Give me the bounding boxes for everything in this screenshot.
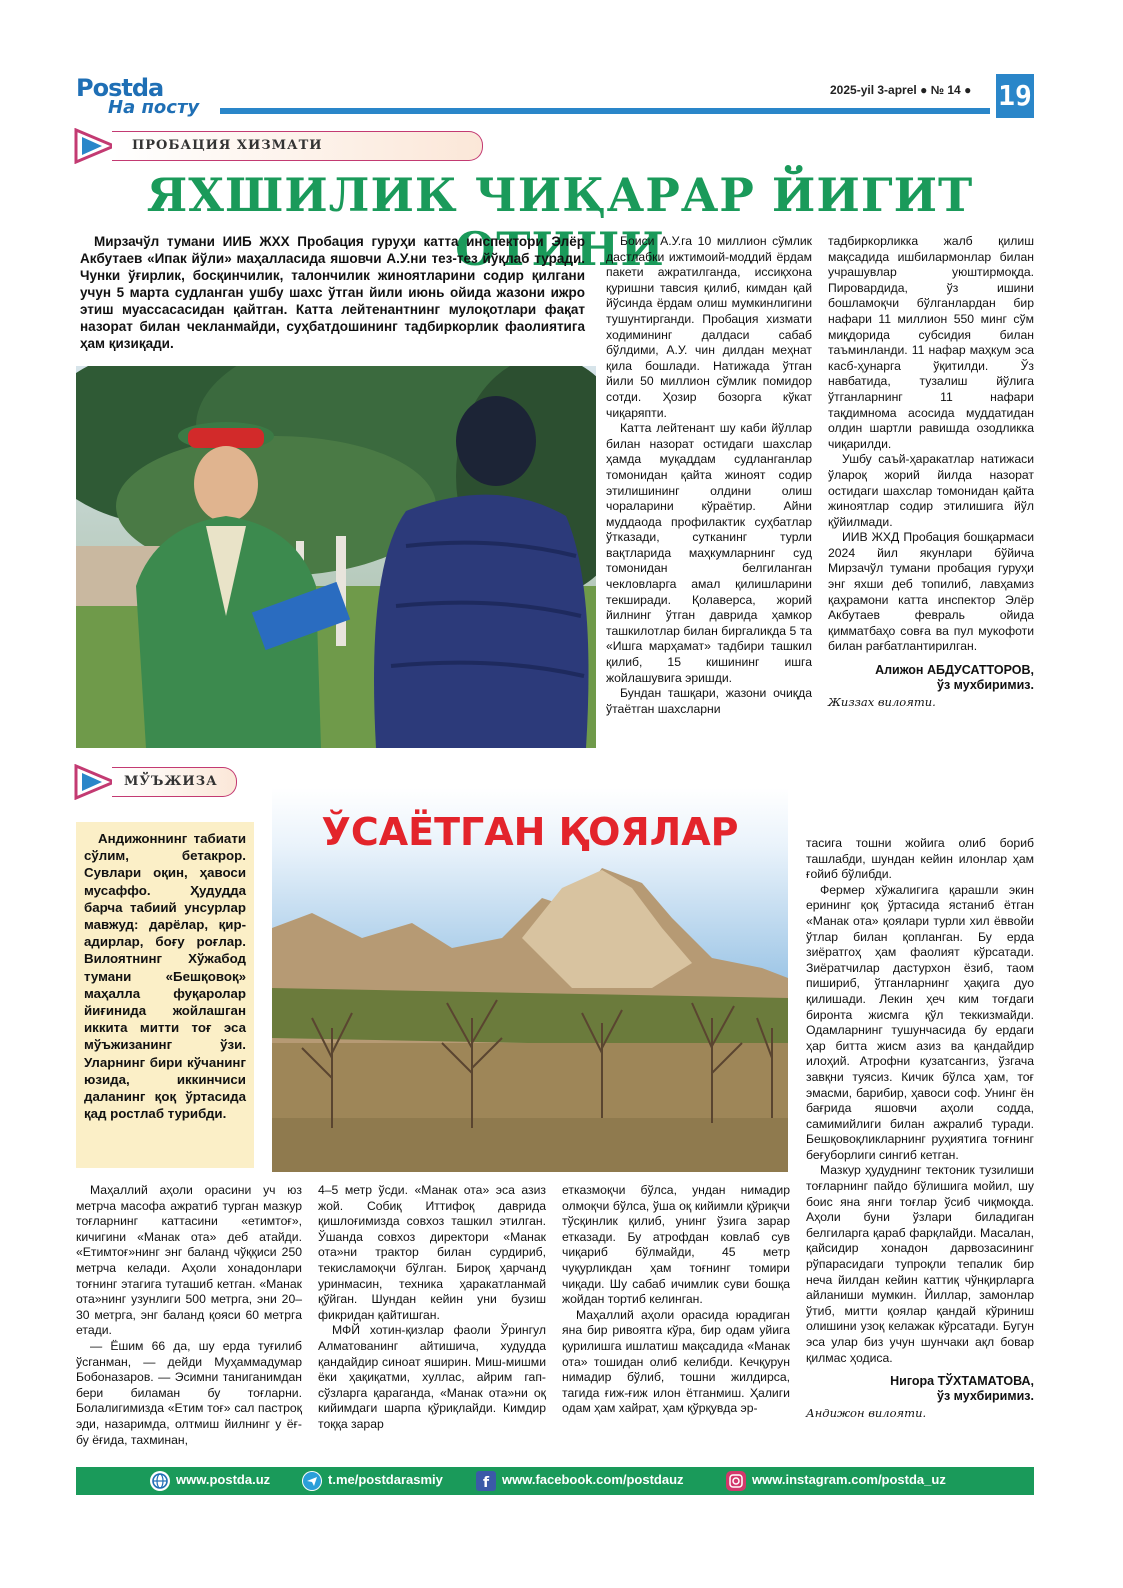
paragraph: Мазкур ҳудуднинг тектоник тузилиши тоғларнинг пайдо бўлишига мойил, шу боис яна янги тоғлар ўсиб чиқмоқда. Аҳоли буни ўзлари биладиган белгиларга қараб фарқлайди. Масалан, қайсидир хонадон дарвозасининг рўпарасидаги тупроқли тепалик бир неча йилдан кейин каттиқ чўнқирларга айланиши мумкин. Йиллар, замонлар ўтиб, митти қоялар қандай кўриниш олишини узоқ келажак кўрсатади. Бугун эса улар биз учун шунчаки ақл бовар қилмас ҳодиса. bbox=[806, 1163, 1034, 1365]
author-name: Алижон АБДУСАТТОРОВ, bbox=[875, 663, 1034, 678]
photo-officer-and-man bbox=[76, 366, 596, 748]
paragraph: етказмоқчи бўлса, ундан нимадир олмоқчи бўлса, ўша оқ кийимли қўриқчи тўсқинлик қилиб, унинг ўзига зарар етказади. Бу атрофдан ковлаб сув чиқариб бўлмайди, 45 метр чуқурликдан ҳам тоғнинг томири чиқади. Шу сабаб ичимлик суви бошқа жойдан тортиб келинган. bbox=[562, 1183, 790, 1307]
article1-column-2 bbox=[606, 234, 812, 717]
paragraph: Ушбу саъй-ҳаракатлар натижаси ўлароқ жорий йилда назорат остидаги шахслар томонидан қайта жиноятлар содир этилишига йўл қўйилмади. bbox=[828, 452, 1034, 529]
footer-website-link[interactable]: www.postda.uz bbox=[176, 1472, 271, 1487]
article1-lead: Мирзачўл тумани ИИБ ЖХХ Пробация гуруҳи катта инспектори Элёр Акбутаев «Ипак йўли» маҳалласида яшовчи А.У.ни тез-тез йўқлаб туради. Чунки ўғирлик, босқинчилик, талончилик жиноятларини содир қилгани учун 5 марта судланган ушбу шахс ўтган йили июнь ойида жазони ижро этиш муассасасидан қайтган. Катта лейтенантнинг мулоқотлари фақат назорат билан чекланмайди, суҳбатдошининг тадбиркорлик фаолиятига ҳам қизиқади. bbox=[80, 234, 585, 351]
rubric-label: ПРОБАЦИЯ ХИЗМАТИ bbox=[132, 138, 323, 153]
article2-column-4 bbox=[806, 836, 1034, 1422]
paragraph: Маҳаллий аҳоли орасида юрадиган яна бир ривоятга кўра, бир одам уйига қурилишга ишлатиш мақсадида «Манак ота» тошидан олиб келибди. Кечқурун нимадир бўлиб, тошни жилдирса, тагида ғиж-ғиж илон ётганмиш. Ҳалиги одам ҳам хайрат, ҳам қўрқувда эр- bbox=[562, 1307, 790, 1416]
article2-region: Андижон вилояти. bbox=[806, 1406, 927, 1421]
author-role: ўз мухбиримиз. bbox=[937, 678, 1034, 693]
telegram-icon bbox=[302, 1471, 322, 1491]
paragraph: Катта лейтенант шу каби йўллар билан назорат остидаги шахслар ҳамда муқаддам судланганлар томонидан қайта жиноят содир этилишининг олдини олиш чораларини кўраётир. Айни муддаода профилактик суҳбатлар ўтказади, сутканинг турли вақтларида маҳкумларнинг суд томонидан белгиланган чекловларга амал қилишларини текширади. Қолаверса, жорий йилнинг ўтган даврида ҳамкор ташкилотлар билан биргаликда 5 та «Ишга марҳамат» тадбири ташкил қилиб, 15 кишининг ишга жойлашувига эришди. bbox=[606, 421, 812, 685]
rubric-probation bbox=[112, 131, 483, 161]
footer-facebook-link[interactable]: www.facebook.com/postdauz bbox=[502, 1472, 684, 1487]
article2-column-3 bbox=[562, 1183, 790, 1417]
facebook-icon bbox=[476, 1471, 496, 1491]
masthead-rule bbox=[220, 108, 990, 114]
paragraph: МФЙ хотин-қизлар фаоли Ўрингул Алматованинг айтишича, худудда қандайдир синоат яширин. Миш-мишми ёки ҳақиқатми, хуллас, айрим гап-сўзларга қараганда, «Манак ота»ни оқ кийимдаги шарпа қўриқлайди. Кимдир тоққа зарар bbox=[318, 1323, 546, 1431]
article2-title: ЎСАЁТГАН ҚОЯЛАР bbox=[321, 810, 739, 854]
paragraph: 4–5 метр ўсди. «Манак ота» эса азиз жой. Собиқ Иттифоқ даврида қишлоғимизда совхоз ташкил этилган. Ўшанда совхоз директори «Манак ота»ни трактор билан сурдириб, текисламоқчи бўлган. Бироқ ҳарчанд уринмасин, техника ҳаракатланмай қўйган. Шундан кейин уни бузиш фикридан қайтишган. bbox=[318, 1183, 546, 1322]
svg-text:f: f bbox=[483, 1475, 490, 1491]
article2-column-1 bbox=[76, 1183, 302, 1448]
paragraph: тасига тошни жойига олиб бориб ташлабди, шундан кейин илонлар ҳам ғойиб бўлибди. bbox=[806, 836, 1034, 882]
article2-column-2 bbox=[318, 1183, 546, 1433]
issue-number: № 14 bbox=[930, 83, 961, 97]
paragraph: — Ёшим 66 да, шу ерда туғилиб ўсганман, — дейди Муҳаммадумар Бобоназаров. — Эсимни таниганимдан бери биламан бу тоғларни. Болалигимизда «Етим тоғ» сал пастроқ эди, назаримда, олтмиш йилнинг у ёғ-бу ёғида, тахминан, bbox=[76, 1338, 302, 1447]
paragraph: Бундан ташқари, жазони очиқда ўтаётган шахсларни bbox=[606, 686, 812, 716]
article1-title: ЯХШИЛИК ЧИҚАРАР ЙИГИТ ОТИНИ bbox=[146, 168, 974, 276]
rubric-label: МЎЪЖИЗА bbox=[124, 774, 218, 789]
dot-separator: ● bbox=[964, 83, 972, 97]
globe-icon bbox=[150, 1471, 170, 1491]
paragraph: Фермер хўжалигига қарашли экин ерининг қоқ ўртасида ястаниб ётган «Манак ота» қоялари турли хил ёввойи ўтлар билан қопланган. Бу ерда зиёратгоҳ ҳам фаолият кўрсатади. Зиёратчилар дастурхон ёзиб, таом пишириб, ўтганларнинг ҳақига дуо қилишади. Лекин ҳеч ким тоғдаги биронта жисмга қўл теккизмайди. Одамларнинг тушунчасида бу ердаги ҳар битта жисм азиз ва қандайдир илоҳий. Атрофни кузатсангиз, ўзгача завқни туясиз. Кичик бўлса ҳам, тоғ эмасми, барибир, ҳавоси соф. Унинг ён бағрида яшовчи аҳоли содда, самимийлиги билан ажралиб туради. Бешқовоқликларнинг руҳиятига тоғнинг беғуборлиги сингиб кетган. bbox=[806, 882, 1034, 1162]
issue-date: 2025-yil 3-aprel bbox=[830, 83, 917, 97]
instagram-icon bbox=[726, 1471, 746, 1491]
page-number: 19 bbox=[996, 74, 1034, 118]
article1-column-3 bbox=[828, 234, 1034, 711]
footer-telegram-link[interactable]: t.me/postdarasmiy bbox=[328, 1472, 443, 1487]
issue-meta bbox=[830, 83, 971, 97]
article2-intro-box: Андижоннинг табиати сўлим, бетакрор. Сувлари оқин, ҳавоси мусаффо. Ҳудудда барча табиий унсурлар мавжуд: дарёлар, қир-адирлар, боғу роғлар. Вилоятнинг Хўжабод тумани «Бешқовоқ» маҳалла фуқаролар йиғинида жойлашган иккита митти тоғ эса мўъжизанинг ўзи. Уларнинг бири кўчанинг юзида, иккинчиси даланинг қоқ ўртасида қад ростлаб турибди. bbox=[76, 822, 254, 1168]
rubric-wonder bbox=[112, 767, 237, 797]
logo-na-postu: На посту bbox=[108, 97, 200, 118]
footer-instagram-link[interactable]: www.instagram.com/postda_uz bbox=[752, 1472, 946, 1487]
author-name: Нигора ТЎХТАМАТОВА, bbox=[890, 1374, 1034, 1389]
article2-author bbox=[806, 1374, 1034, 1404]
article1-author bbox=[828, 663, 1034, 693]
logo-postda: Postda bbox=[76, 74, 164, 102]
footer-bar bbox=[76, 1467, 1034, 1495]
author-role: ўз мухбиримиз. bbox=[937, 1389, 1034, 1404]
dot-separator: ● bbox=[920, 83, 931, 97]
paragraph: ИИВ ЖХД Пробация бошқармаси 2024 йил якунлари бўйича Мирзачўл тумани пробация гуруҳи энг яхши деб топилиб, лавҳамиз қаҳрамони катта инспектор Элёр Акбутаев феврaль ойида қимматбаҳо совға ва пул мукофоти билан рағбатлантирилган. bbox=[828, 530, 1034, 654]
paragraph: Боиси А.У.га 10 миллион сўмлик дастлабки ижтимоий-моддий ёрдам пакети ажратилганда, исcиқхона қуришни тавсия қилиб, кимдан қай йўсинда ёрдам олиш мумкинлигини тушунтирганди. Пробация хизмати ходимининг далдаси сабаб бўлдими, А.У. чин дилдан меҳнат қила бошлади. Натижада ўтган йили 50 миллион сўмлик помидор сотди. Ҳозир бозорга кўкат чиқаряпти. bbox=[606, 234, 812, 420]
paragraph: Маҳаллий аҳоли орасини уч юз метрча масофа ажратиб турган мазкур тоғларнинг каттасини «етимтоғ», кичигини «Манак ота» деб атайди. «Етимтоғ»нинг энг баланд чўққиси 250 метрча келади. Аҳоли хонадонлари тоғнинг этагига туташиб кетган. «Манак ота»нинг узунлиги 500 метрга, эни 20–30 метрга, энг баланд қояси 60 метрга етади. bbox=[76, 1183, 302, 1338]
article1-region: Жиззах вилояти. bbox=[828, 695, 936, 710]
paragraph: тадбиркорликка жалб қилиш мақсадида ишбилармонлар билан учрашувлар уюштирмоқда. Пировардида, ўз ишини бошламоқчи бўлганлардан бир нафари 11 миллион 550 минг сўм миқдорида субсидия билан таъминланди. 11 нафар маҳкум эса касб-ҳунарга ўқитилди. Ўз навбатида, тузалиш йўлига ўтганларнинг 11 нафари тақдимнома асосида муддатидан олдин шартли равишда озодликка чиқарилди. bbox=[828, 234, 1034, 451]
